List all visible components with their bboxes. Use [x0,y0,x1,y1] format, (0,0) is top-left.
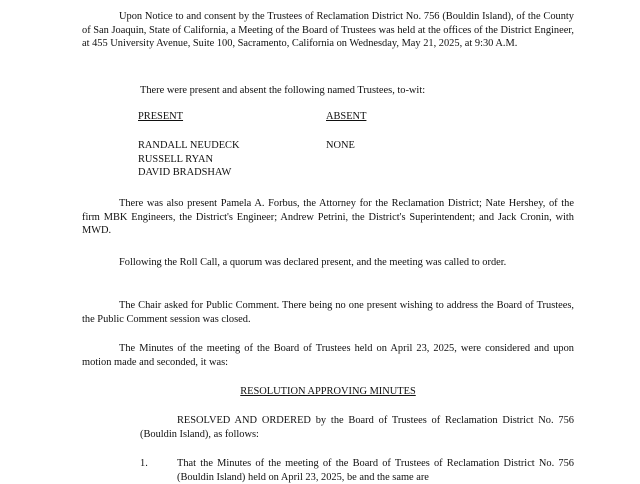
present-name: DAVID BRADSHAW [138,167,232,179]
present-name: RANDALL NEUDECK [138,140,240,151]
minutes-paragraph: The Minutes of the meeting of the Board of Trustees held on April 23, 2025, were considered and upon motion made and seconded, it was: [82,343,574,368]
item-text: That the Minutes of the meeting of the Board of Trustees of Reclamation District No. 756 (Bouldin Island) held on April 23, 2025, be and the same are [177,458,574,483]
item-number: 1. [140,458,148,469]
present-names-list [138,139,240,180]
public-comment-paragraph: The Chair asked for Public Comment. There being no one present wishing to address the Board of Trustees, the Public Comment session was closed. [82,300,574,325]
also-present-paragraph: There was also present Pamela A. Forbus, the Attorney for the Reclamation District; Nate Hershey, of the firm MBK Engineers, the District's Engineer; Andrew Petrini, the District's Superintendent; and Jack Cronin, with MWD. [82,198,574,237]
absent-header: ABSENT [326,111,367,122]
resolution-heading [82,385,574,399]
roll-call-paragraph: Following the Roll Call, a quorum was declared present, and the meeting was called to order. [119,257,507,268]
absent-value: NONE [326,140,355,151]
resolved-paragraph: RESOLVED AND ORDERED by the Board of Trustees of Reclamation District No. 756 (Bouldin Island), as follows: [140,415,574,440]
present-name: RUSSELL RYAN [138,153,213,165]
attendance-intro: There were present and absent the following named Trustees, to-wit: [140,85,426,96]
resolution-heading-text: RESOLUTION APPROVING MINUTES [240,386,416,397]
intro-paragraph: Upon Notice to and consent by the Trustees of Reclamation District No. 756 (Bouldin Island), of the County of San Joaquin, State of California, a Meeting of the Board of Trustees was held at the offices of the District Engineer, at 455 University Avenue, Suite 100, Sacramento, California on Wednesday, May 21, 2025, at 9:30 A.M. [82,11,574,50]
present-header: PRESENT [138,111,184,122]
